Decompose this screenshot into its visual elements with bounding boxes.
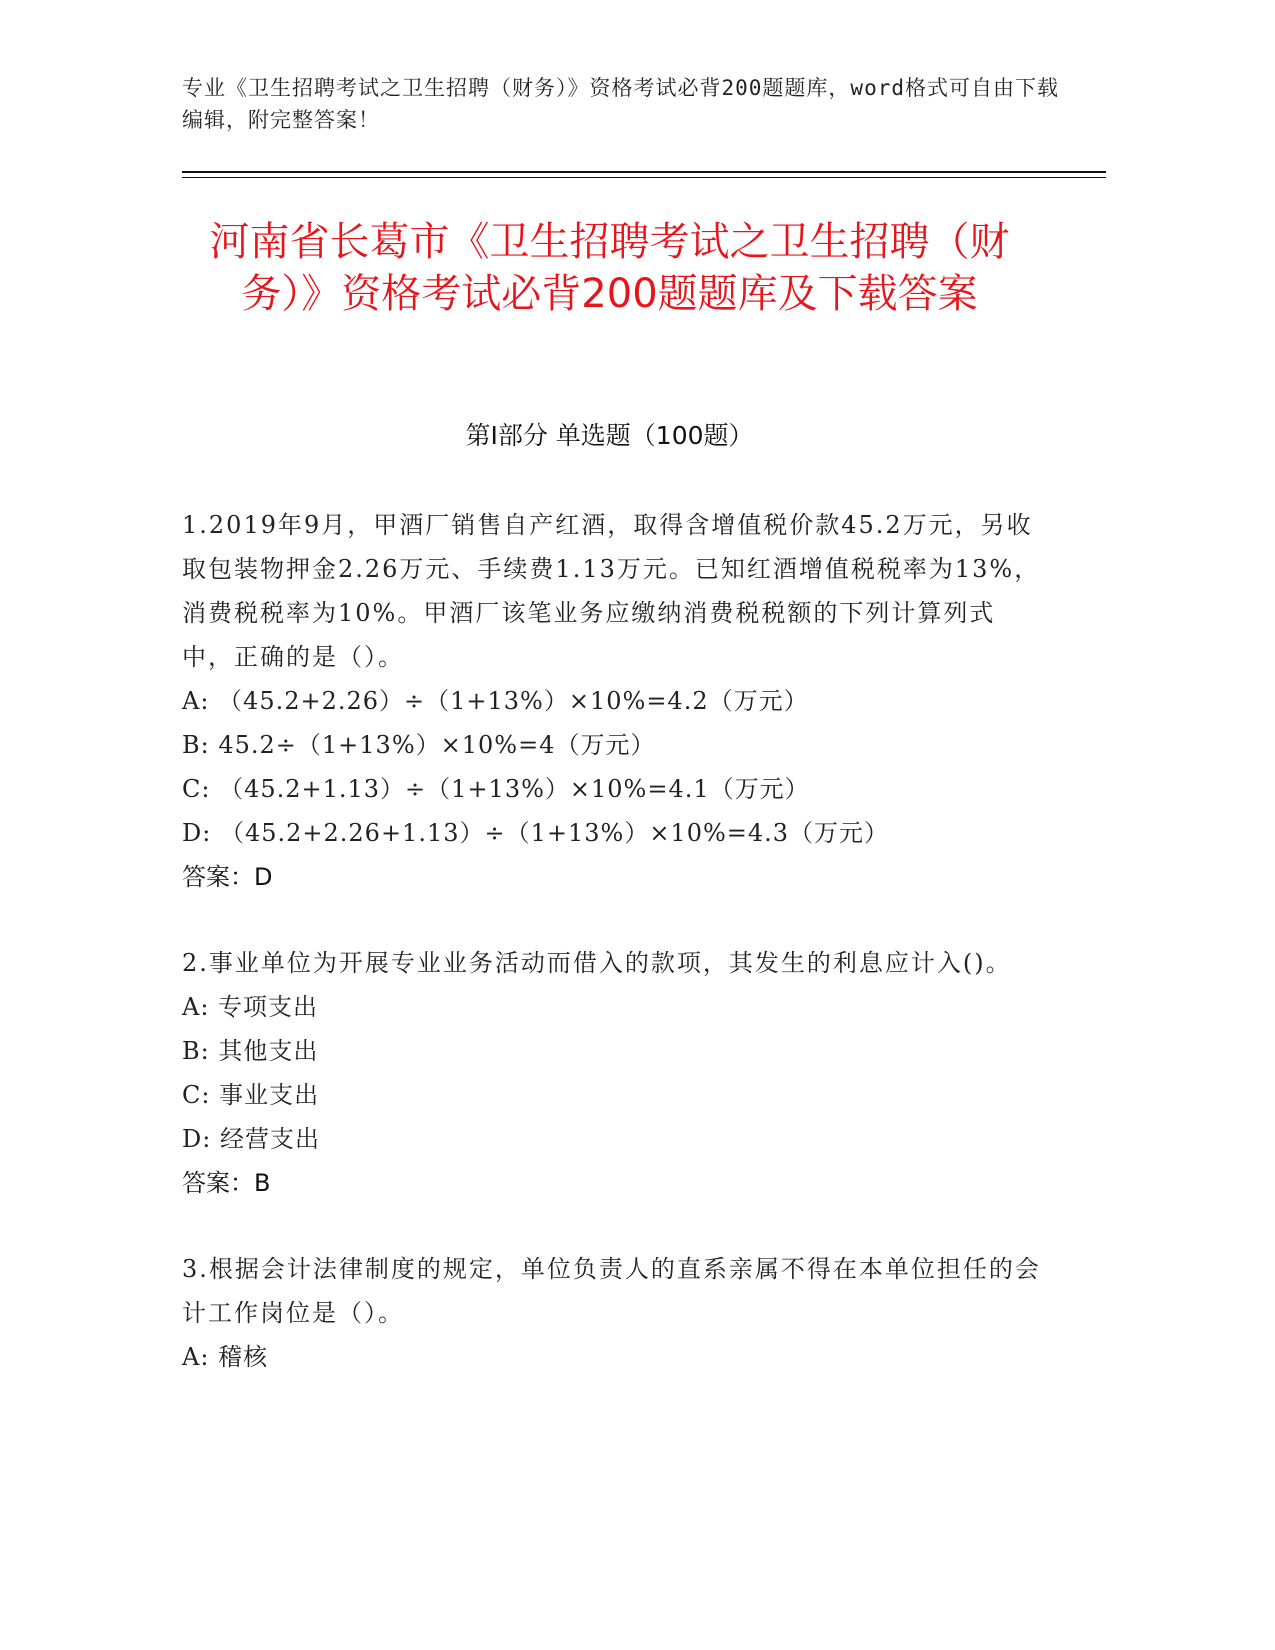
section-title: 第Ⅰ部分 单选题（100题） — [465, 421, 754, 450]
option-d: D: 经营支出 — [182, 1125, 320, 1153]
answer-line: 答案：D — [182, 863, 273, 891]
document-title: 河南省长葛市《卫生招聘考试之卫生招聘（财务）》资格考试必背200题题库及下载答案 — [209, 219, 1010, 317]
option-b: B: 其他支出 — [182, 1037, 319, 1065]
question-stem: 1.2019年9月，甲酒厂销售自产红酒，取得含增值税价款45.2万元，另收取包装物押金2.26万元、手续费1.13万元。已知红酒增值税税率为13%，消费税税率为10%。甲酒厂该笔业务应缴纳消费税税额的下列计算列式中，正确的是（）。 — [182, 511, 1041, 671]
question-2 — [182, 941, 1042, 1205]
option-a: A: （45.2+2.26）÷（1+13%）×10%=4.2（万元） — [182, 687, 809, 715]
header-divider — [182, 171, 1106, 173]
answer-line: 答案：B — [182, 1169, 271, 1197]
option-c: C: （45.2+1.13）÷（1+13%）×10%=4.1（万元） — [182, 775, 810, 803]
header-divider-thin — [182, 177, 1106, 178]
option-c: C: 事业支出 — [182, 1081, 320, 1109]
question-stem: 2.事业单位为开展专业业务活动而借入的款项，其发生的利息应计入()。 — [182, 949, 1012, 977]
question-1 — [182, 503, 1042, 899]
option-a: A: 稽核 — [182, 1343, 269, 1371]
option-a: A: 专项支出 — [182, 993, 319, 1021]
question-3 — [182, 1247, 1042, 1379]
question-stem: 3.根据会计法律制度的规定，单位负责人的直系亲属不得在本单位担任的会计工作岗位是（）。 — [182, 1255, 1041, 1327]
option-b: B: 45.2÷（1+13%）×10%=4（万元） — [182, 731, 656, 759]
option-d: D: （45.2+2.26+1.13）÷（1+13%）×10%=4.3（万元） — [182, 819, 890, 847]
question-list — [182, 503, 1042, 1421]
header-note: 专业《卫生招聘考试之卫生招聘（财务）》资格考试必背200题题库，word格式可自由下载编辑，附完整答案！ — [182, 76, 1059, 132]
